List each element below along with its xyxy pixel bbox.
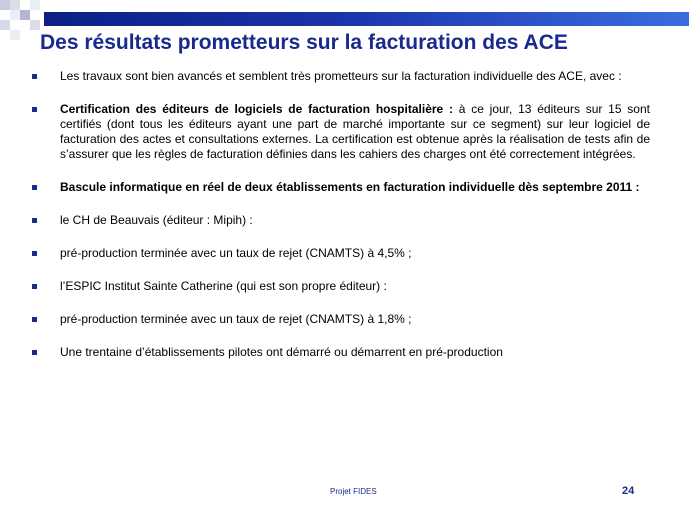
bullet-item (30, 279, 650, 294)
bullet-item (30, 246, 650, 261)
bullet-text: Une trentaine d’établissements pilotes ont démarré ou démarrent en pré-production (60, 345, 503, 359)
bullet-item (30, 102, 650, 162)
title-bar-gradient (44, 12, 689, 26)
corner-square (10, 30, 20, 40)
corner-square (20, 10, 30, 20)
bullet-square-icon (32, 317, 37, 322)
corner-square (0, 0, 10, 10)
bullet-text: pré-production terminée avec un taux de rejet (CNAMTS) à 4,5% ; (60, 246, 412, 260)
bullet-text: Les travaux sont bien avancés et semblent très prometteurs sur la facturation individuelle des ACE, avec : (60, 69, 622, 83)
bullet-item (30, 312, 650, 327)
bullet-square-icon (32, 185, 37, 190)
bullet-text: l’ESPIC Institut Sainte Catherine (qui est son propre éditeur) : (60, 279, 387, 293)
bullet-square-icon (32, 251, 37, 256)
bullet-item (30, 69, 650, 84)
corner-square (10, 10, 20, 20)
corner-square (30, 20, 40, 30)
bullet-text: pré-production terminée avec un taux de rejet (CNAMTS) à 1,8% ; (60, 312, 412, 326)
bullet-square-icon (32, 284, 37, 289)
bullet-square-icon (32, 218, 37, 223)
bullet-list (30, 69, 650, 360)
bullet-bold-text: Bascule informatique en réel de deux établissements en facturation individuelle dès septembre 2011 : (60, 180, 640, 194)
bullet-item (30, 213, 650, 228)
corner-square (0, 20, 10, 30)
page-number: 24 (622, 485, 635, 497)
bullet-square-icon (32, 350, 37, 355)
corner-square (30, 0, 40, 10)
bullet-square-icon (32, 74, 37, 79)
corner-square (10, 0, 20, 10)
bullet-square-icon (32, 107, 37, 112)
bullet-text: à ce jour, 13 éditeurs sur 15 sont certifiés (dont tous les éditeurs ayant une part de marché importante sur ce segment) sur leur logiciel de facturation des actes et consultations externes. La certification est obtenue après la réalisation de tests afin de s’assurer que les règles de facturation définies dans les cahiers des charges ont été correctement intégrées. (60, 102, 650, 161)
footer-project-label: Projet FIDES (330, 487, 377, 496)
slide-title: Des résultats prometteurs sur la facturation des ACE (40, 31, 568, 54)
bullet-bold-text: Certification des éditeurs de logiciels de facturation hospitalière : (60, 102, 453, 116)
bullet-item (30, 180, 650, 195)
bullet-item (30, 345, 650, 360)
bullet-text: le CH de Beauvais (éditeur : Mipih) : (60, 213, 253, 227)
